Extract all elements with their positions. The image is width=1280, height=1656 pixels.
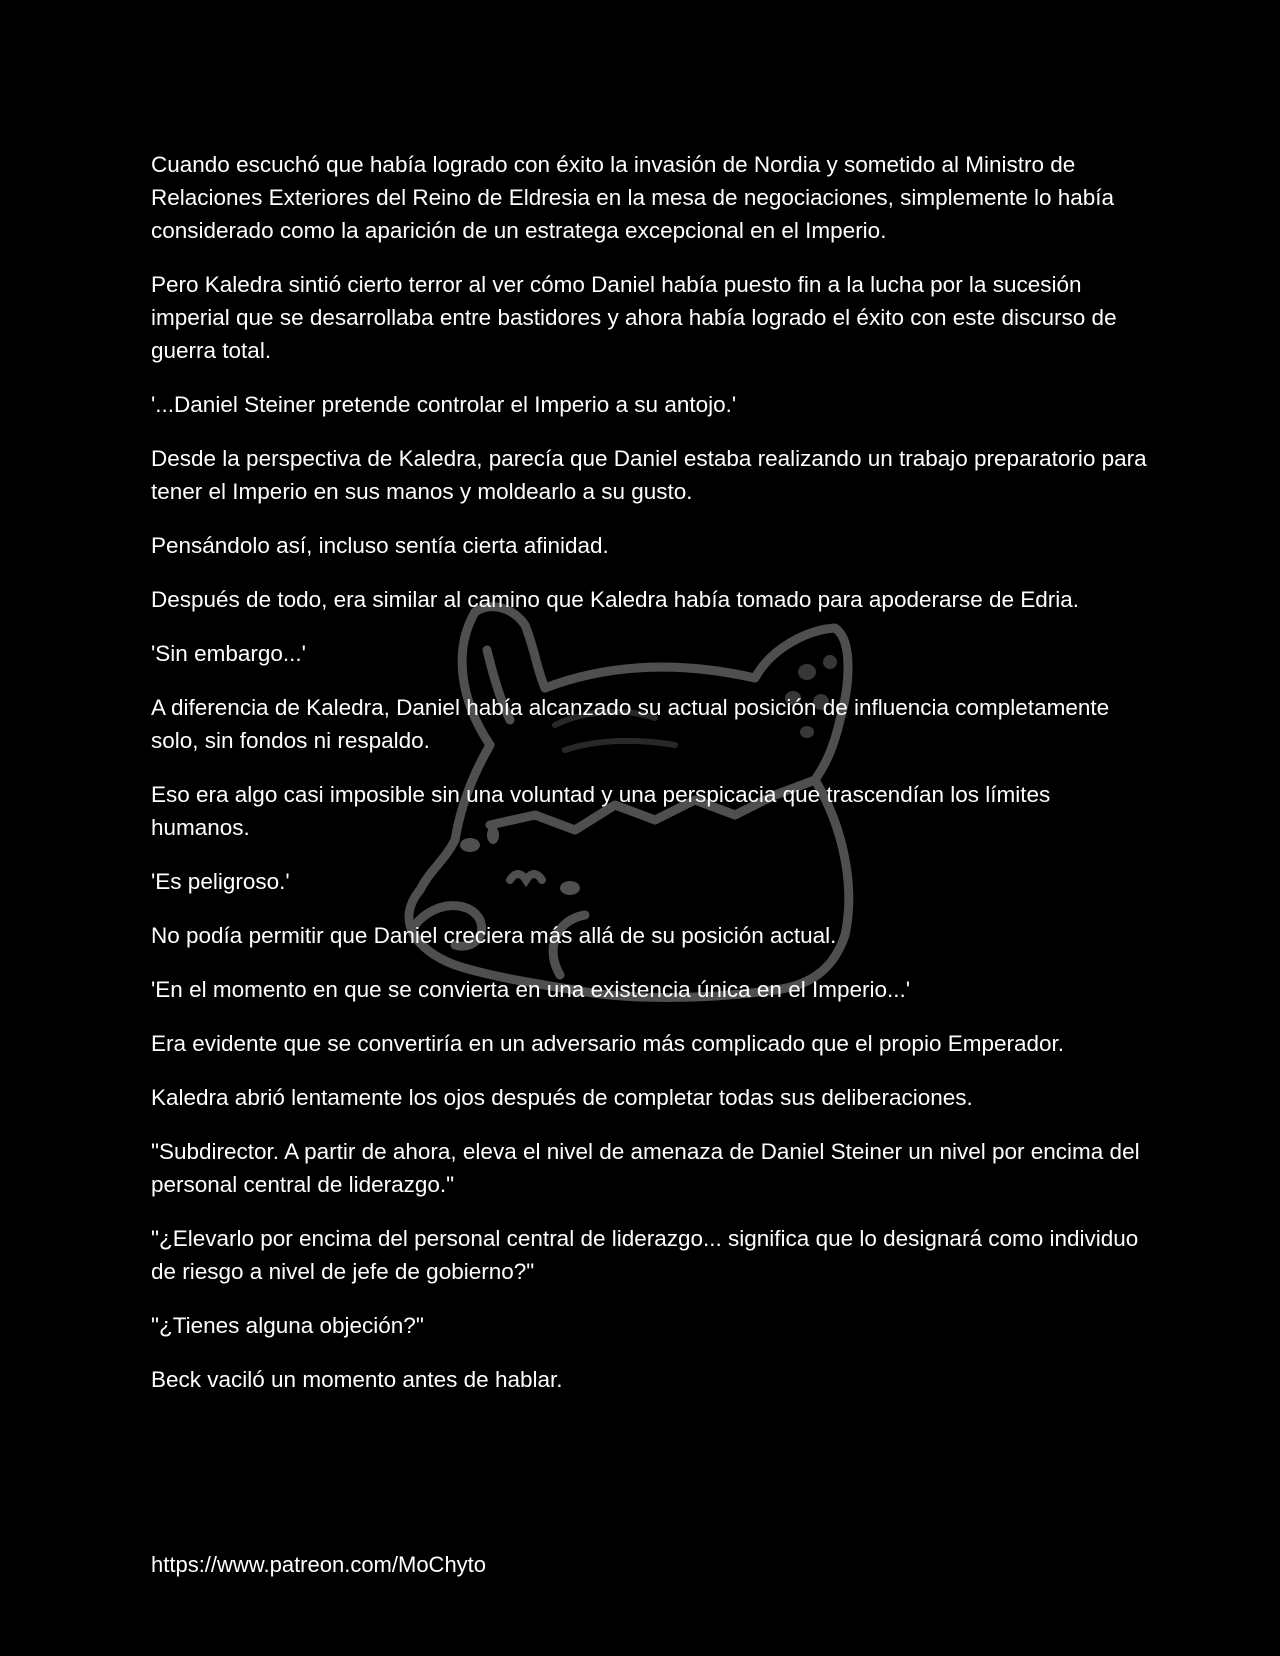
paragraph: "¿Tienes alguna objeción?" [151, 1313, 424, 1338]
paragraph: Desde la perspectiva de Kaledra, parecía que Daniel estaba realizando un trabajo preparatorio para tener el Imperio en sus manos y moldearlo a su gusto. [151, 446, 1147, 504]
paragraph: No podía permitir que Daniel creciera más allá de su posición actual. [151, 923, 837, 948]
paragraph: Cuando escuchó que había logrado con éxito la invasión de Nordia y sometido al Ministro de Relaciones Exteriores del Reino de Eldresia en la mesa de negociaciones, simplemente lo había considerado como la aparición de un estratega excepcional en el Imperio. [151, 152, 1115, 243]
paragraph: "¿Elevarlo por encima del personal central de liderazgo... significa que lo designará como individuo de riesgo a nivel de jefe de gobierno?" [151, 1226, 1139, 1284]
paragraph: Pensándolo así, incluso sentía cierta afinidad. [151, 533, 609, 558]
paragraph: Kaledra abrió lentamente los ojos después de completar todas sus deliberaciones. [151, 1085, 973, 1110]
paragraph: A diferencia de Kaledra, Daniel había alcanzado su actual posición de influencia completamente solo, sin fondos ni respaldo. [151, 695, 1110, 753]
paragraph: Pero Kaledra sintió cierto terror al ver cómo Daniel había puesto fin a la lucha por la sucesión imperial que se desarrollaba entre bastidores y ahora había logrado el éxito con este discurso de guerra total. [151, 272, 1117, 363]
paragraph: Era evidente que se convertiría en un adversario más complicado que el propio Emperador. [151, 1031, 1065, 1056]
paragraph: 'Es peligroso.' [151, 869, 290, 894]
paragraph: '...Daniel Steiner pretende controlar el Imperio a su antojo.' [151, 392, 737, 417]
paragraph: 'Sin embargo...' [151, 641, 306, 666]
paragraph: Después de todo, era similar al camino que Kaledra había tomado para apoderarse de Edria. [151, 587, 1080, 612]
paragraph: 'En el momento en que se convierta en una existencia única en el Imperio...' [151, 977, 911, 1002]
paragraph: "Subdirector. A partir de ahora, eleva el nivel de amenaza de Daniel Steiner un nivel por encima del personal central de liderazgo." [151, 1139, 1140, 1197]
chapter-text [151, 148, 1151, 1417]
patreon-link[interactable]: https://www.patreon.com/MoChyto [151, 1552, 487, 1577]
paragraph: Beck vaciló un momento antes de hablar. [151, 1367, 563, 1392]
paragraph: Eso era algo casi imposible sin una voluntad y una perspicacia que trascendían los límites humanos. [151, 782, 1051, 840]
